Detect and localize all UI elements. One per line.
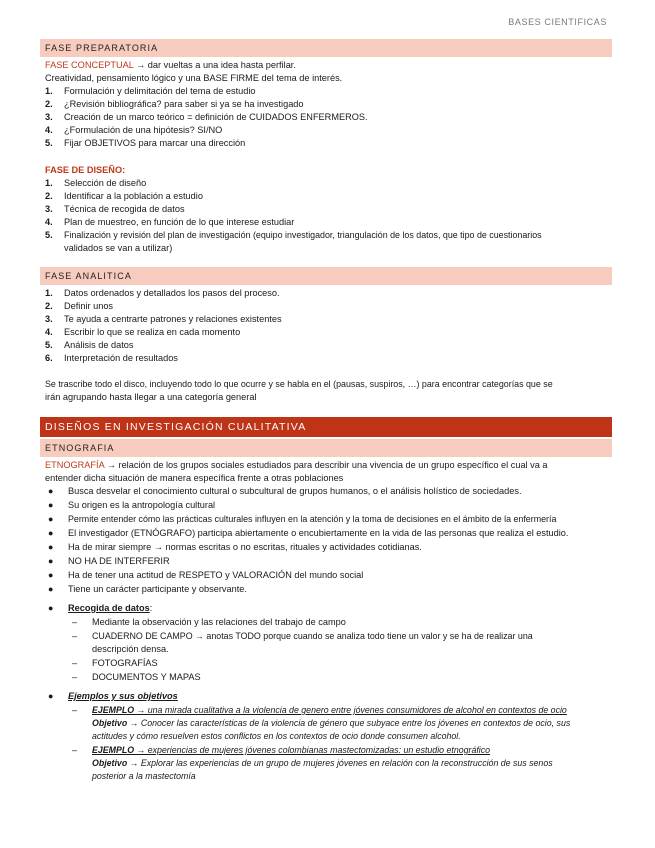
- bullet-icon: ●: [48, 500, 54, 510]
- bullet-icon: ●: [48, 528, 54, 538]
- paragraph: Se trascribe todo el disco, incluyendo todo lo que ocurre y se habla en el (pausas, suspiros, …) para encontrar categorías que se: [45, 379, 553, 389]
- dash-icon: –: [72, 672, 78, 682]
- objetivo-2-label: Objetivo: [92, 758, 128, 768]
- ejemplo-1-text: → una mirada cualitativa a la violencia de genero entre jóvenes consumidores de alcohol en contextos de ocio: [134, 705, 567, 715]
- list-item: Análisis de datos: [64, 340, 134, 350]
- sub-item: Mediante la observación y las relaciones del trabajo de campo: [92, 617, 346, 627]
- bullet-icon: ●: [48, 584, 54, 594]
- dash-icon: –: [72, 617, 78, 627]
- ejemplos-title: Ejemplos y sus objetivos: [68, 691, 178, 701]
- list-number: 3.: [45, 314, 53, 324]
- list-item: ¿Formulación de una hipótesis? SI/NO: [64, 125, 223, 135]
- objetivo-2-continuation: posterior a la mastectomía: [92, 771, 196, 781]
- list-number: 5.: [45, 138, 53, 148]
- bullet-icon: ●: [48, 691, 54, 701]
- sub-item: DOCUMENTOS Y MAPAS: [92, 672, 201, 682]
- bullet-item: NO HA DE INTERFERIR: [68, 556, 170, 566]
- list-item: ¿Revisión bibliográfica? para saber si ya se ha investigado: [64, 99, 304, 109]
- bullet-item: Ha de mirar siempre → normas escritas o no escritas, rituales y actividades cotidianas.: [68, 542, 422, 552]
- list-number: 4.: [45, 125, 53, 135]
- header-title: BASES CIENTIFICAS: [508, 17, 607, 27]
- list-item: Plan de muestreo, en función de lo que interese estudiar: [64, 217, 295, 227]
- list-item: Fijar OBJETIVOS para marcar una dirección: [64, 138, 246, 148]
- fase-conceptual-line: [45, 59, 296, 71]
- recogida-title: Recogida de datos: [68, 603, 150, 613]
- recogida-colon: :: [149, 603, 153, 613]
- ejemplo-2-label: EJEMPLO: [92, 745, 135, 755]
- etnografia-label: ETNOGRAFÍA: [45, 460, 105, 470]
- list-number: 4.: [45, 327, 53, 337]
- list-number: 1.: [45, 86, 53, 96]
- ejemplo-2-text: → experiencias de mujeres jóvenes colombianas mastectomizadas: un estudio etnográfico: [134, 745, 491, 755]
- bullet-item: Tiene un carácter participante y observante.: [68, 584, 247, 594]
- list-number: 6.: [45, 353, 53, 363]
- fase-analitica-band: FASE ANALITICA: [40, 267, 612, 285]
- list-number: 4.: [45, 217, 53, 227]
- sub-item: CUADERNO DE CAMPO → anotas TODO porque cuando se analiza todo tiene un valor y se ha de realizar una: [92, 631, 533, 641]
- dash-icon: –: [72, 658, 78, 668]
- list-item-continuation: validados se van a utilizar): [64, 243, 173, 253]
- list-number: 3.: [45, 204, 53, 214]
- dash-icon: –: [72, 705, 78, 715]
- list-item: Datos ordenados y detallados los pasos del proceso.: [64, 288, 280, 298]
- list-item: Definir unos: [64, 301, 114, 311]
- list-number: 2.: [45, 301, 53, 311]
- ejemplo-2: [92, 744, 490, 756]
- bullet-icon: ●: [48, 514, 54, 524]
- disenos-band: DISEÑOS EN INVESTIGACIÓN CUALITATIVA: [40, 417, 612, 437]
- objetivo-1-label: Objetivo: [92, 718, 128, 728]
- paragraph-continuation: irán agrupando hasta llegar a una categoría general: [45, 392, 257, 402]
- fase-diseno-title: FASE DE DISEÑO:: [45, 165, 126, 175]
- ejemplo-1-label: EJEMPLO: [92, 705, 135, 715]
- intro-line: Creatividad, pensamiento lógico y una BASE FIRME del tema de interés.: [45, 73, 343, 83]
- list-number: 5.: [45, 340, 53, 350]
- etnografia-text: → relación de los grupos sociales estudiados para describir una vivencia de un grupo específico el cual va a: [104, 460, 548, 470]
- sub-item-continuation: descripción densa.: [92, 644, 169, 654]
- bullet-icon: ●: [48, 556, 54, 566]
- list-item: Te ayuda a centrarte patrones y relaciones existentes: [64, 314, 282, 324]
- fase-preparatoria-band: FASE PREPARATORIA: [40, 39, 612, 57]
- list-item: Escribir lo que se realiza en cada momento: [64, 327, 241, 337]
- bullet-icon: ●: [48, 486, 54, 496]
- list-number: 1.: [45, 288, 53, 298]
- sub-item: FOTOGRAFÍAS: [92, 658, 158, 668]
- objetivo-1-text: → Conocer las características de la violencia de género que subyace entre los jóvenes en contextos de ocio, sus: [127, 718, 571, 728]
- bullet-item: Permite entender cómo las prácticas culturales influyen en la atención y la toma de decisiones en el ámbito de la enfermería: [68, 514, 557, 524]
- fase-conceptual-text: → dar vueltas a una idea hasta perfilar.: [133, 60, 296, 70]
- list-item: Finalización y revisión del plan de investigación (equipo investigador, triangulación de los datos, que tipo de cuestionarios: [64, 230, 542, 240]
- dash-icon: –: [72, 745, 78, 755]
- list-item: Identificar a la población a estudio: [64, 191, 203, 201]
- fase-conceptual-label: FASE CONCEPTUAL: [45, 60, 134, 70]
- bullet-item: Su origen es la antropología cultural: [68, 500, 216, 510]
- objetivo-1: [92, 717, 570, 729]
- list-number: 3.: [45, 112, 53, 122]
- objetivo-1-continuation: actitudes y cómo resuelven estos conflictos en los contextos de ocio donde consumen alcohol.: [92, 731, 461, 741]
- recogida-heading: [68, 602, 152, 614]
- bullet-item: Ha de tener una actitud de RESPETO y VALORACIÓN del mundo social: [68, 570, 364, 580]
- list-item: Técnica de recogida de datos: [64, 204, 185, 214]
- list-item: Formulación y delimitación del tema de estudio: [64, 86, 256, 96]
- list-number: 2.: [45, 191, 53, 201]
- list-number: 5.: [45, 230, 53, 240]
- bullet-item: Busca desvelar el conocimiento cultural o subcultural de grupos humanos, o el análisis holístico de sociedades.: [68, 486, 522, 496]
- list-item: Interpretación de resultados: [64, 353, 178, 363]
- objetivo-2: [92, 757, 553, 769]
- ejemplo-1: [92, 704, 567, 716]
- list-number: 2.: [45, 99, 53, 109]
- bullet-icon: ●: [48, 603, 54, 613]
- list-item: Creación de un marco teórico = definición de CUIDADOS ENFERMEROS.: [64, 112, 368, 122]
- list-number: 1.: [45, 178, 53, 188]
- etnografia-line: [45, 459, 548, 471]
- etnografia-continuation: entender dicha situación de manera específica frente a otras poblaciones: [45, 473, 344, 483]
- bullet-icon: ●: [48, 570, 54, 580]
- dash-icon: –: [72, 631, 78, 641]
- list-item: Selección de diseño: [64, 178, 147, 188]
- etnografia-band: ETNOGRAFIA: [40, 439, 612, 457]
- bullet-item: El investigador (ETNÓGRAFO) participa abiertamente o encubiertamente en la vida de las personas que realiza el estudio.: [68, 528, 569, 538]
- bullet-icon: ●: [48, 542, 54, 552]
- objetivo-2-text: → Explorar las experiencias de un grupo de mujeres jóvenes en relación con la reconstrucción de sus senos: [127, 758, 553, 768]
